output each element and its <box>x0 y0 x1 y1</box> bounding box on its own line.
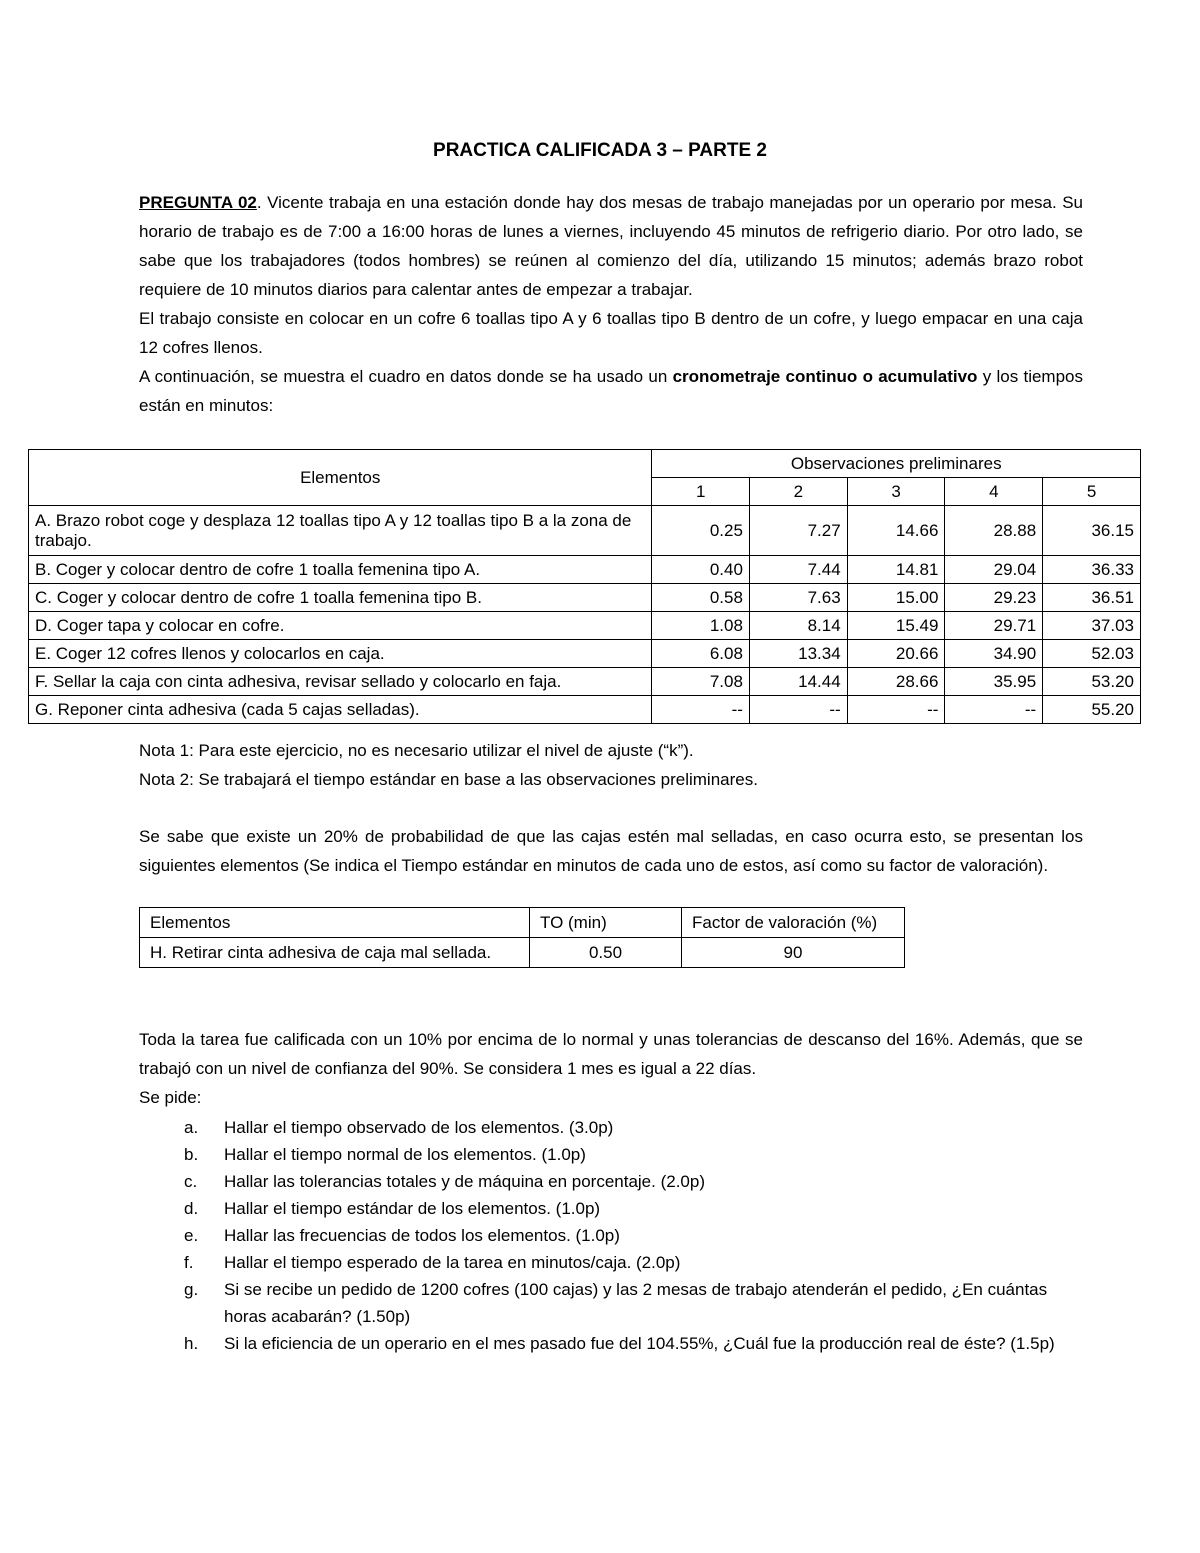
obs-value: 0.25 <box>652 506 749 556</box>
obs-value: 1.08 <box>652 612 749 640</box>
header-obs-number: 3 <box>847 478 945 506</box>
obs-value: 8.14 <box>749 612 847 640</box>
item-text: Si se recibe un pedido de 1200 cofres (100 cajas) y las 2 mesas de trabajo atenderán el pedido, ¿En cuántas horas acabarán? (1.50p) <box>224 1280 1048 1326</box>
header-factor: Factor de valoración (%) <box>682 908 905 938</box>
obs-value: 28.88 <box>945 506 1043 556</box>
obs-value: 7.08 <box>652 668 749 696</box>
table-row <box>29 506 1141 556</box>
item-text: Hallar el tiempo estándar de los elementos. (1.0p) <box>224 1199 601 1218</box>
item-letter: a. <box>184 1118 199 1137</box>
list-item <box>184 1276 1084 1330</box>
obs-value: 13.34 <box>749 640 847 668</box>
item-text: Hallar el tiempo observado de los elementos. (3.0p) <box>224 1118 614 1137</box>
defect-elements-table <box>139 907 905 968</box>
item-text: Si la eficiencia de un operario en el mes pasado fue del 104.55%, ¿Cuál fue la producción real de éste? (1.5p) <box>224 1334 1055 1353</box>
obs-value: 36.51 <box>1043 584 1141 612</box>
list-item <box>184 1249 1084 1276</box>
element-label: B. Coger y colocar dentro de cofre 1 toalla femenina tipo A. <box>29 556 652 584</box>
item-text: Hallar las tolerancias totales y de máquina en porcentaje. (2.0p) <box>224 1172 705 1191</box>
list-item <box>184 1114 1084 1141</box>
header-obs-number: 5 <box>1043 478 1141 506</box>
header-obs-number: 4 <box>945 478 1043 506</box>
item-text: Hallar el tiempo esperado de la tarea en minutos/caja. (2.0p) <box>224 1253 681 1272</box>
item-letter: b. <box>184 1145 199 1164</box>
obs-value: 14.66 <box>847 506 945 556</box>
table-row <box>29 612 1141 640</box>
table-header-row <box>29 450 1141 478</box>
table-row <box>29 640 1141 668</box>
obs-value: 52.03 <box>1043 640 1141 668</box>
obs-value: 14.44 <box>749 668 847 696</box>
obs-value: 14.81 <box>847 556 945 584</box>
table-header-row <box>140 908 905 938</box>
question-list <box>184 1114 1084 1357</box>
obs-value: 53.20 <box>1043 668 1141 696</box>
table-intro-bold: cronometraje continuo o acumulativo <box>672 367 978 386</box>
table-row <box>29 584 1141 612</box>
header-obs-number: 2 <box>749 478 847 506</box>
note-1: Nota 1: Para este ejercicio, no es necesario utilizar el nivel de ajuste (“k”). <box>139 741 694 760</box>
obs-value: 36.15 <box>1043 506 1141 556</box>
note-2: Nota 2: Se trabajará el tiempo estándar en base a las observaciones preliminares. <box>139 770 758 789</box>
table-intro-text-a: A continuación, se muestra el cuadro en datos donde se ha usado un <box>139 367 673 386</box>
item-letter: f. <box>184 1253 194 1272</box>
table-row <box>29 556 1141 584</box>
obs-value: -- <box>749 696 847 724</box>
table-intro-text-c: y los tiempos están en minutos: <box>139 367 1083 415</box>
obs-value: 35.95 <box>945 668 1043 696</box>
list-item <box>184 1195 1084 1222</box>
task-paragraph: El trabajo consiste en colocar en un cofre 6 toallas tipo A y 6 toallas tipo B dentro de un cofre, y luego empacar en una caja 12 cofres llenos. <box>139 309 1083 357</box>
obs-value: 55.20 <box>1043 696 1141 724</box>
element-label: H. Retirar cinta adhesiva de caja mal sellada. <box>140 938 530 968</box>
table-row <box>29 668 1141 696</box>
obs-value: -- <box>652 696 749 724</box>
element-label: C. Coger y colocar dentro de cofre 1 toalla femenina tipo B. <box>29 584 652 612</box>
obs-value: 29.71 <box>945 612 1043 640</box>
header-obs-number: 1 <box>652 478 749 506</box>
obs-value: 7.63 <box>749 584 847 612</box>
element-label: D. Coger tapa y colocar en cofre. <box>29 612 652 640</box>
header-to: TO (min) <box>530 908 682 938</box>
se-pide-label: Se pide: <box>139 1088 202 1107</box>
item-letter: e. <box>184 1226 199 1245</box>
header-observaciones: Observaciones preliminares <box>652 450 1141 478</box>
obs-value: 15.00 <box>847 584 945 612</box>
intro-paragraph <box>139 188 1083 304</box>
observations-table <box>28 449 1141 724</box>
obs-value: 7.27 <box>749 506 847 556</box>
obs-value: 0.58 <box>652 584 749 612</box>
item-letter: c. <box>184 1172 198 1191</box>
obs-value: 15.49 <box>847 612 945 640</box>
item-letter: g. <box>184 1280 199 1299</box>
to-value: 0.50 <box>530 938 682 968</box>
header-elementos: Elementos <box>29 450 652 506</box>
item-text: Hallar el tiempo normal de los elementos. (1.0p) <box>224 1145 586 1164</box>
obs-value: 28.66 <box>847 668 945 696</box>
list-item <box>184 1330 1084 1357</box>
obs-value: 29.04 <box>945 556 1043 584</box>
list-item <box>184 1222 1084 1249</box>
obs-value: 37.03 <box>1043 612 1141 640</box>
rating-paragraph: Toda la tarea fue calificada con un 10% por encima de lo normal y unas tolerancias de descanso del 16%. Además, que se trabajó con un nivel de confianza del 90%. Se considera 1 mes es igual a 22 días. <box>139 1030 1083 1078</box>
list-item <box>184 1141 1084 1168</box>
intro-text: . Vicente trabaja en una estación donde hay dos mesas de trabajo manejadas por un operario por mesa. Su horario de trabajo es de 7:00 a 16:00 horas de lunes a viernes, incluyendo 45 minutos de refrigerio diario. Por otro lado, se sabe que los trabajadores (todos hombres) se reúnen al comienzo del día, utilizando 15 minutos; además brazo robot requiere de 10 minutos diarios para calentar antes de empezar a trabajar. <box>139 193 1083 299</box>
table-row <box>29 696 1141 724</box>
element-label: A. Brazo robot coge y desplaza 12 toallas tipo A y 12 toallas tipo B a la zona de trabajo. <box>29 506 652 556</box>
obs-value: 20.66 <box>847 640 945 668</box>
obs-value: -- <box>847 696 945 724</box>
item-letter: h. <box>184 1334 199 1353</box>
obs-value: 7.44 <box>749 556 847 584</box>
element-label: E. Coger 12 cofres llenos y colocarlos en caja. <box>29 640 652 668</box>
table-row <box>140 938 905 968</box>
obs-value: 0.40 <box>652 556 749 584</box>
factor-value: 90 <box>682 938 905 968</box>
table-intro-paragraph <box>139 362 1083 420</box>
question-label: PREGUNTA 02 <box>139 193 257 212</box>
header-elementos: Elementos <box>140 908 530 938</box>
probability-paragraph: Se sabe que existe un 20% de probabilidad de que las cajas estén mal selladas, en caso ocurra esto, se presentan los siguientes elementos (Se indica el Tiempo estándar en minutos de cada uno de estos, así como su factor de valoración). <box>139 827 1083 875</box>
list-item <box>184 1168 1084 1195</box>
obs-value: 36.33 <box>1043 556 1141 584</box>
obs-value: -- <box>945 696 1043 724</box>
element-label: F. Sellar la caja con cinta adhesiva, revisar sellado y colocarlo en faja. <box>29 668 652 696</box>
item-letter: d. <box>184 1199 199 1218</box>
obs-value: 29.23 <box>945 584 1043 612</box>
obs-value: 6.08 <box>652 640 749 668</box>
element-label: G. Reponer cinta adhesiva (cada 5 cajas selladas). <box>29 696 652 724</box>
item-text: Hallar las frecuencias de todos los elementos. (1.0p) <box>224 1226 620 1245</box>
page-title: PRACTICA CALIFICADA 3 – PARTE 2 <box>433 140 767 161</box>
obs-value: 34.90 <box>945 640 1043 668</box>
